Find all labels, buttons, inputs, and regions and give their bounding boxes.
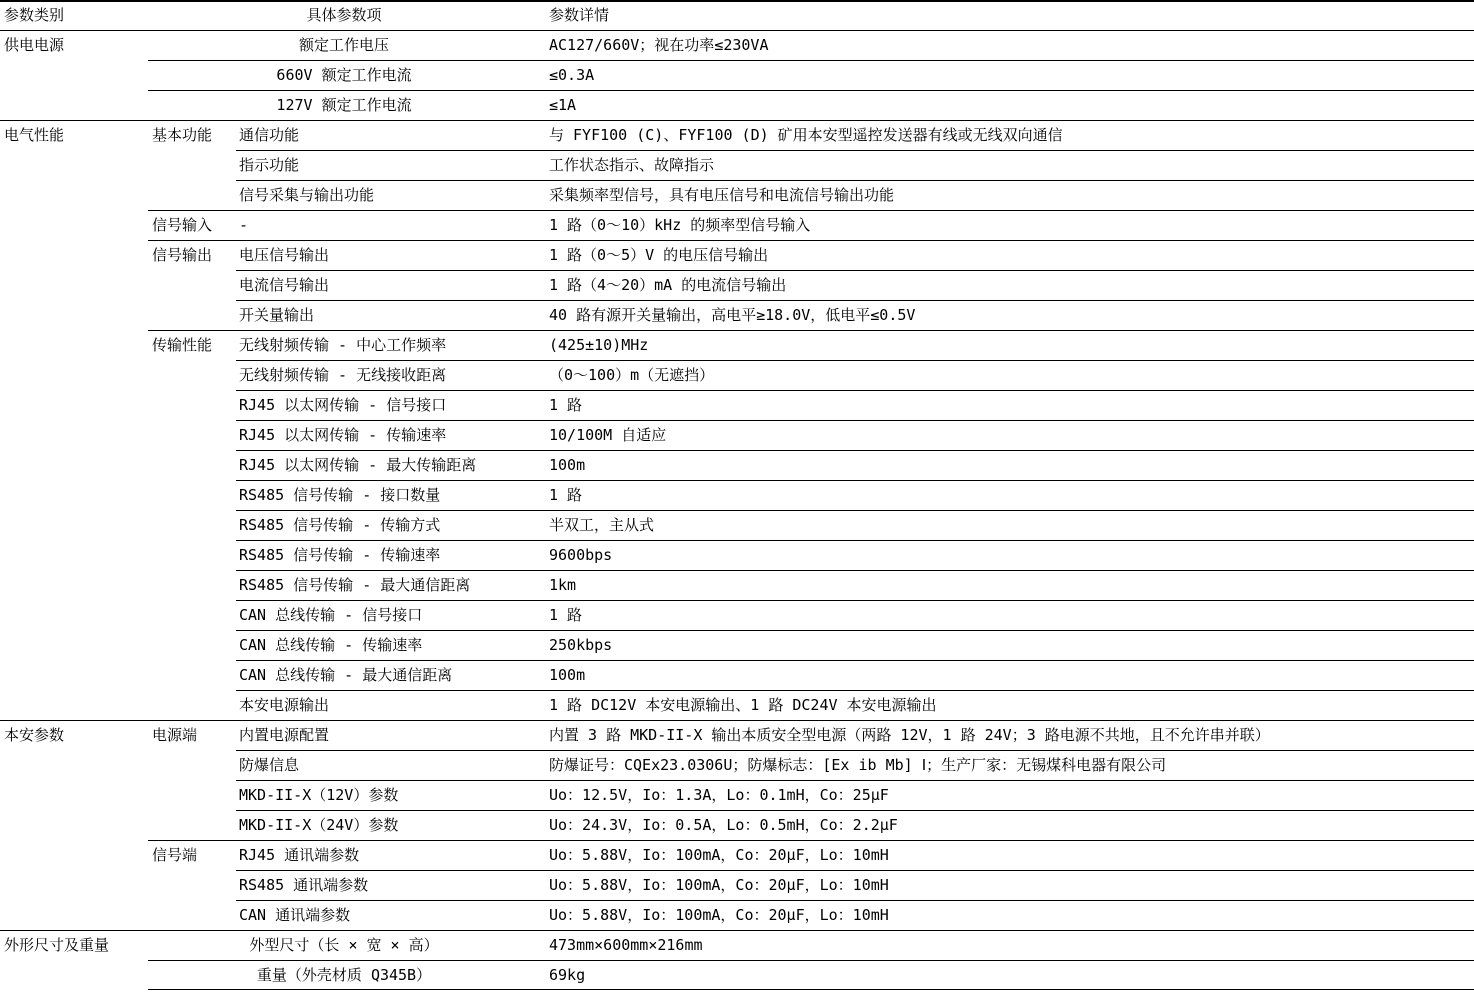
header-detail: 参数详情 — [549, 6, 610, 24]
row-detail: 1 路 DC12V 本安电源输出、1 路 DC24V 本安电源输出 — [549, 696, 937, 714]
row-detail: 100m — [549, 456, 586, 474]
row-detail: Uo：24.3V，Io：0.5A，Lo：0.5mH，Co：2.2μF — [549, 816, 898, 834]
table-rule — [236, 480, 1474, 481]
row-detail: (425±10)MHz — [549, 336, 649, 354]
row-detail: ≤0.3A — [549, 66, 595, 84]
table-rule — [236, 450, 1474, 451]
row-detail: 1 路 — [549, 396, 583, 414]
table-rule — [236, 900, 1474, 901]
table-rule — [148, 210, 1474, 211]
row-item: 重量（外壳材质 Q345B） — [256, 966, 432, 984]
row-item: RJ45 以太网传输 - 信号接口 — [239, 396, 447, 414]
table-rule — [236, 300, 1474, 301]
table-rule — [236, 570, 1474, 571]
table-row — [0, 420, 1474, 450]
row-detail: Uo：5.88V，Io：100mA，Co：20μF，Lo：10mH — [549, 846, 889, 864]
table-row — [0, 630, 1474, 660]
row-item: CAN 总线传输 - 信号接口 — [239, 606, 423, 624]
table-header-row — [0, 0, 1474, 30]
row-detail: 1 路 — [549, 486, 583, 504]
table-rule — [236, 780, 1474, 781]
row-item: - — [239, 216, 249, 234]
table-row — [0, 750, 1474, 780]
row-detail: 内置 3 路 MKD-II-X 输出本质安全型电源（两路 12V，1 路 24V；3 路电源不共地，且不允许串并联） — [549, 726, 1270, 744]
row-detail: AC127/660V；视在功率≤230VA — [549, 36, 769, 54]
table-row — [0, 540, 1474, 570]
table-rule — [236, 540, 1474, 541]
row-detail: 40 路有源开关量输出，高电平≥18.0V，低电平≤0.5V — [549, 306, 916, 324]
row-item: 信号采集与输出功能 — [239, 186, 375, 204]
row-item: CAN 总线传输 - 传输速率 — [239, 636, 423, 654]
table-row — [0, 300, 1474, 330]
row-detail: 与 FYF100 (C)、FYF100 (D) 矿用本安型遥控发送器有线或无线双向通信 — [549, 126, 1063, 144]
table-rule — [0, 120, 1474, 121]
row-detail: Uo：5.88V，Io：100mA，Co：20μF，Lo：10mH — [549, 876, 889, 894]
row-subcategory: 基本功能 — [152, 126, 213, 144]
table-row — [0, 870, 1474, 900]
row-item: 内置电源配置 — [239, 726, 330, 744]
table-rule — [236, 150, 1474, 151]
row-item: 本安电源输出 — [239, 696, 330, 714]
table-rule — [236, 180, 1474, 181]
table-rule — [236, 660, 1474, 661]
table-row — [0, 210, 1474, 240]
row-category: 本安参数 — [4, 726, 65, 744]
row-detail: 采集频率型信号，具有电压信号和电流信号输出功能 — [549, 186, 895, 204]
table-row — [0, 510, 1474, 540]
table-rule — [236, 510, 1474, 511]
header-category: 参数类别 — [4, 6, 65, 24]
row-detail: 69kg — [549, 966, 586, 984]
table-rule — [236, 420, 1474, 421]
row-detail: Uo：12.5V，Io：1.3A，Lo：0.1mH，Co：25μF — [549, 786, 889, 804]
row-item: 电流信号输出 — [239, 276, 330, 294]
table-rule — [236, 810, 1474, 811]
table-rule — [0, 720, 1474, 721]
row-item: RS485 信号传输 - 接口数量 — [239, 486, 441, 504]
row-subcategory: 传输性能 — [152, 336, 213, 354]
table-rule — [148, 240, 1474, 241]
row-item: 660V 额定工作电流 — [276, 66, 412, 84]
table-row — [0, 180, 1474, 210]
row-detail: 1 路（4～20）mA 的电流信号输出 — [549, 276, 787, 294]
table-row — [0, 450, 1474, 480]
row-item: MKD-II-X（12V）参数 — [239, 786, 399, 804]
table-row — [0, 150, 1474, 180]
row-detail: 1 路（0～5）V 的电压信号输出 — [549, 246, 769, 264]
table-rule — [0, 0, 1474, 2]
row-category: 供电电源 — [4, 36, 65, 54]
table-rule — [236, 870, 1474, 871]
row-detail: 9600bps — [549, 546, 613, 564]
table-row — [0, 690, 1474, 720]
table-row — [0, 600, 1474, 630]
table-rule — [236, 600, 1474, 601]
table-row — [0, 90, 1474, 120]
row-item: RJ45 以太网传输 - 传输速率 — [239, 426, 447, 444]
row-item: RS485 信号传输 - 传输方式 — [239, 516, 441, 534]
table-row — [0, 840, 1474, 870]
table-row — [0, 720, 1474, 750]
table-row — [0, 240, 1474, 270]
table-row — [0, 360, 1474, 390]
row-detail: ≤1A — [549, 96, 577, 114]
row-item: 外型尺寸（长 × 宽 × 高） — [249, 936, 439, 954]
table-row — [0, 660, 1474, 690]
row-item: 指示功能 — [239, 156, 300, 174]
table-rule — [148, 960, 1474, 961]
table-rule — [148, 330, 1474, 331]
table-rule — [0, 930, 1474, 931]
table-row — [0, 30, 1474, 60]
row-detail: 250kbps — [549, 636, 613, 654]
table-rule — [148, 90, 1474, 91]
row-detail: 10/100M 自适应 — [549, 426, 667, 444]
row-detail: （0～100）m（无遮挡） — [549, 366, 715, 384]
row-category: 外形尺寸及重量 — [4, 936, 110, 954]
row-detail: 1km — [549, 576, 577, 594]
table-row — [0, 480, 1474, 510]
table-row — [0, 120, 1474, 150]
row-item: RS485 信号传输 - 最大通信距离 — [239, 576, 471, 594]
row-detail: 1 路 — [549, 606, 583, 624]
row-item: 防爆信息 — [239, 756, 300, 774]
row-subcategory: 信号输出 — [152, 246, 213, 264]
row-detail: 1 路（0～10）kHz 的频率型信号输入 — [549, 216, 811, 234]
table-row — [0, 780, 1474, 810]
table-rule — [236, 690, 1474, 691]
table-rule — [236, 390, 1474, 391]
table-rule — [148, 840, 1474, 841]
row-subcategory: 信号输入 — [152, 216, 213, 234]
row-item: CAN 通讯端参数 — [239, 906, 351, 924]
table-row — [0, 810, 1474, 840]
table-rule — [236, 360, 1474, 361]
row-item: 无线射频传输 - 中心工作频率 — [239, 336, 447, 354]
table-rule — [148, 60, 1474, 61]
row-subcategory: 信号端 — [152, 846, 198, 864]
table-row — [0, 570, 1474, 600]
table-rule — [236, 270, 1474, 271]
row-item: 127V 额定工作电流 — [276, 96, 412, 114]
row-item: CAN 总线传输 - 最大通信距离 — [239, 666, 453, 684]
table-row — [0, 900, 1474, 930]
row-item: 电压信号输出 — [239, 246, 330, 264]
row-item: 额定工作电压 — [298, 36, 389, 54]
row-detail: 半双工，主从式 — [549, 516, 655, 534]
row-detail: Uo：5.88V，Io：100mA，Co：20μF，Lo：10mH — [549, 906, 889, 924]
row-detail: 工作状态指示、故障指示 — [549, 156, 715, 174]
row-item: RJ45 通讯端参数 — [239, 846, 360, 864]
table-rule — [0, 30, 1474, 31]
row-detail: 100m — [549, 666, 586, 684]
row-subcategory: 电源端 — [152, 726, 198, 744]
row-detail: 473mm×600mm×216mm — [549, 936, 703, 954]
row-item: 无线射频传输 - 无线接收距离 — [239, 366, 447, 384]
table-row — [0, 390, 1474, 420]
table-row — [0, 60, 1474, 90]
table-rule — [236, 750, 1474, 751]
table-row — [0, 330, 1474, 360]
table-row — [0, 960, 1474, 990]
row-detail: 防爆证号：CQEx23.0306U；防爆标志：[Ex ib Mb] Ⅰ；生产厂家：无锡煤科电器有限公司 — [549, 756, 1167, 774]
row-item: 开关量输出 — [239, 306, 315, 324]
row-item: RS485 通讯端参数 — [239, 876, 369, 894]
row-item: 通信功能 — [239, 126, 300, 144]
table-row — [0, 270, 1474, 300]
table-row — [0, 930, 1474, 960]
row-category: 电气性能 — [4, 126, 65, 144]
table-rule — [148, 989, 1474, 990]
row-item: RS485 信号传输 - 传输速率 — [239, 546, 441, 564]
row-item: MKD-II-X（24V）参数 — [239, 816, 399, 834]
row-item: RJ45 以太网传输 - 最大传输距离 — [239, 456, 477, 474]
header-item: 具体参数项 — [306, 6, 382, 24]
table-rule — [236, 630, 1474, 631]
